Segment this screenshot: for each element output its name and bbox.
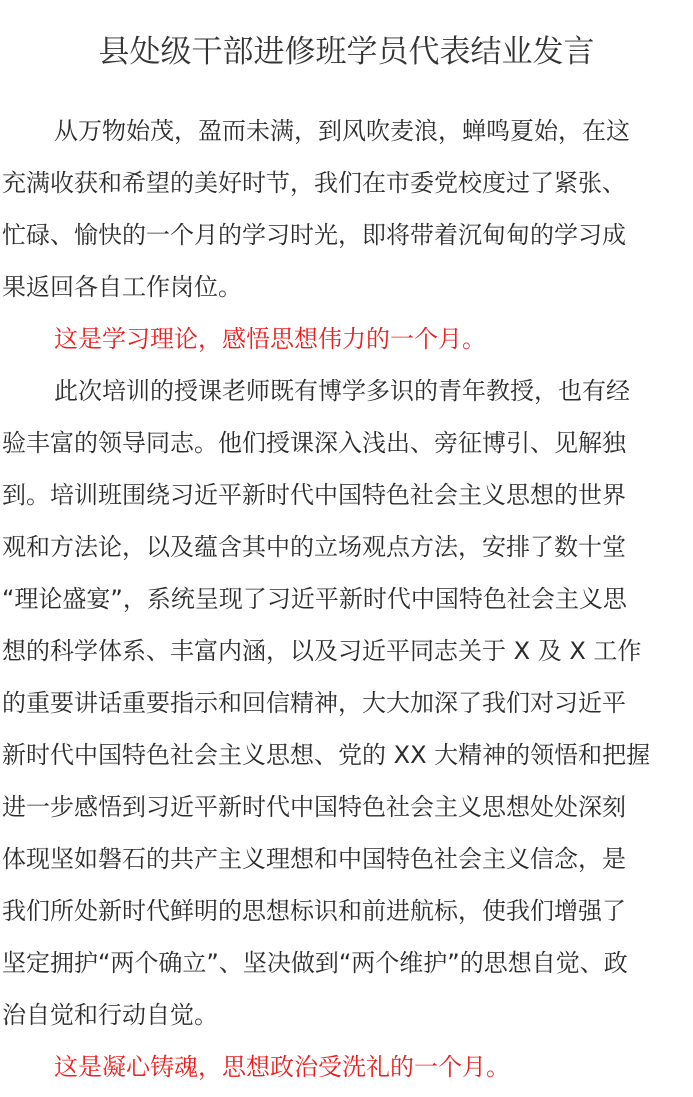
paragraph-line: 新时代中国特色社会主义思想、党的 XX 大精神的领悟和把握: [2, 741, 651, 769]
paragraph-line: 治自觉和行动自觉。: [2, 1001, 218, 1029]
paragraph-line: 忙碌、愉快的一个月的学习时光，即将带着沉甸甸的学习成: [2, 221, 626, 249]
document-body: [2, 105, 692, 1093]
paragraph-line: 想的科学体系、丰富内涵，以及习近平同志关于 X 及 X 工作: [2, 637, 642, 665]
highlight-heading-line: 这是凝心铸魂，思想政治受洗礼的一个月。: [54, 1053, 510, 1081]
paragraph-line: “理论盛宴”，系统呈现了习近平新时代中国特色社会主义思: [2, 585, 627, 613]
paragraph-line: 进一步感悟到习近平新时代中国特色社会主义思想处处深刻: [2, 793, 626, 821]
paragraph-line: 此次培训的授课老师既有博学多识的青年教授，也有经: [54, 377, 630, 405]
paragraph-line: 验丰富的领导同志。他们授课深入浅出、旁征博引、见解独: [2, 429, 626, 457]
highlight-heading-line: 这是学习理论，感悟思想伟力的一个月。: [54, 325, 486, 353]
paragraph-line: 果返回各自工作岗位。: [2, 273, 242, 301]
paragraph-line: 从万物始茂，盈而未满，到风吹麦浪，蝉鸣夏始，在这: [54, 117, 630, 145]
paragraph-line: 观和方法论，以及蕴含其中的立场观点方法，安排了数十堂: [2, 533, 626, 561]
paragraph-line: 充满收获和希望的美好时节，我们在市委党校度过了紧张、: [2, 169, 626, 197]
paragraph-line: 我们所处新时代鲜明的思想标识和前进航标，使我们增强了: [2, 897, 626, 925]
paragraph-line: 坚定拥护“两个确立”、坚决做到“两个维护”的思想自觉、政: [2, 949, 628, 977]
paragraph-line: 的重要讲话重要指示和回信精神，大大加深了我们对习近平: [2, 689, 626, 717]
paragraph-line: 到。培训班围绕习近平新时代中国特色社会主义思想的世界: [2, 481, 626, 509]
paragraph-line: 体现坚如磐石的共产主义理想和中国特色社会主义信念，是: [2, 845, 626, 873]
document-title: 县处级干部进修班学员代表结业发言: [98, 34, 595, 70]
